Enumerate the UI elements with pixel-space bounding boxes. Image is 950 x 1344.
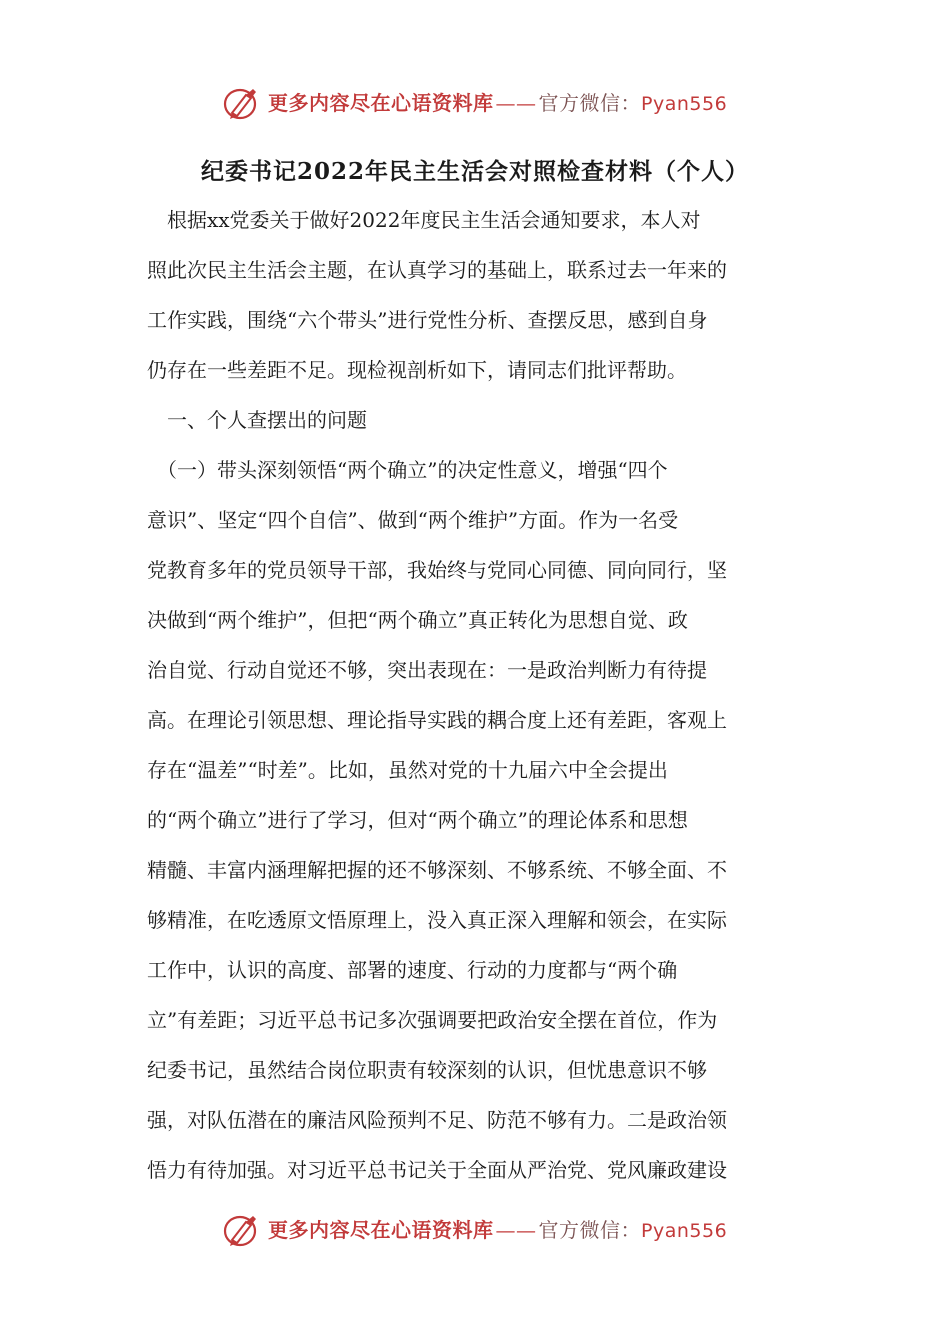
body-line: （一）带头深刻领悟“两个确立”的决定性意义，增强“四个	[147, 458, 668, 482]
body-line: 纪委书记，虽然结合岗位职责有较深刻的认识，但忧患意识不够	[147, 1058, 707, 1082]
body-line: 决做到“两个维护”，但把“两个确立”真正转化为思想自觉、政	[147, 608, 688, 632]
body-line: 精髓、丰富内涵理解把握的还不够深刻、不够系统、不够全面、不	[147, 858, 727, 882]
body-line: 仍存在一些差距不足。现检视剖析如下，请同志们批评帮助。	[147, 358, 687, 382]
body-line: 党教育多年的党员领导干部，我始终与党同心同德、同向同行，坚	[147, 558, 727, 582]
body-line: 照此次民主生活会主题，在认真学习的基础上，联系过去一年来的	[147, 258, 727, 282]
banner-wechat-label: 官方微信：	[538, 91, 641, 115]
body-line: 高。在理论引领思想、理论指导实践的耦合度上还有差距，客观上	[147, 708, 727, 732]
document-title: 纪委书记2022年民主生活会对照检查材料（个人）	[200, 158, 749, 185]
body-line: 意识”、坚定“四个自信”、做到“两个维护”方面。作为一名受	[147, 508, 679, 532]
body-line: 强，对队伍潜在的廉洁风险预判不足、防范不够有力。二是政治领	[147, 1108, 727, 1132]
banner-text	[268, 89, 727, 118]
body-line: 工作中，认识的高度、部署的速度、行动的力度都与“两个确	[147, 958, 678, 982]
section-heading: 一、个人查摆出的问题	[147, 408, 367, 432]
body-line: 治自觉、行动自觉还不够，突出表现在：一是政治判断力有待提	[147, 658, 707, 682]
watermark-banner-bottom	[0, 1209, 950, 1253]
body-line: 的“两个确立”进行了学习，但对“两个确立”的理论体系和思想	[147, 808, 688, 832]
body-line: 工作实践，围绕“六个带头”进行党性分析、查摆反思，感到自身	[147, 308, 708, 332]
banner-dash: ——	[495, 1218, 537, 1242]
body-line: 悟力有待加强。对习近平总书记关于全面从严治党、党风廉政建设	[147, 1158, 727, 1182]
body-line: 存在“温差”“时差”。比如，虽然对党的十九届六中全会提出	[147, 758, 668, 782]
banner-wechat-id: Pyan556	[641, 1220, 728, 1242]
banner-site-name: 更多内容尽在心语资料库	[268, 91, 494, 115]
watermark-banner-top	[0, 82, 950, 126]
banner-dash: ——	[495, 91, 537, 115]
body-line: 根据xx党委关于做好2022年度民主生活会通知要求，本人对	[147, 208, 701, 232]
pen-nib-icon	[222, 86, 262, 122]
pen-nib-icon	[222, 1213, 262, 1249]
banner-wechat-label: 官方微信：	[538, 1218, 641, 1242]
body-line: 立”有差距；习近平总书记多次强调要把政治安全摆在首位，作为	[147, 1008, 718, 1032]
banner-wechat-id: Pyan556	[641, 93, 728, 115]
banner-site-name: 更多内容尽在心语资料库	[268, 1218, 494, 1242]
banner-text	[268, 1216, 727, 1245]
body-line: 够精准，在吃透原文悟原理上，没入真正深入理解和领会，在实际	[147, 908, 727, 932]
